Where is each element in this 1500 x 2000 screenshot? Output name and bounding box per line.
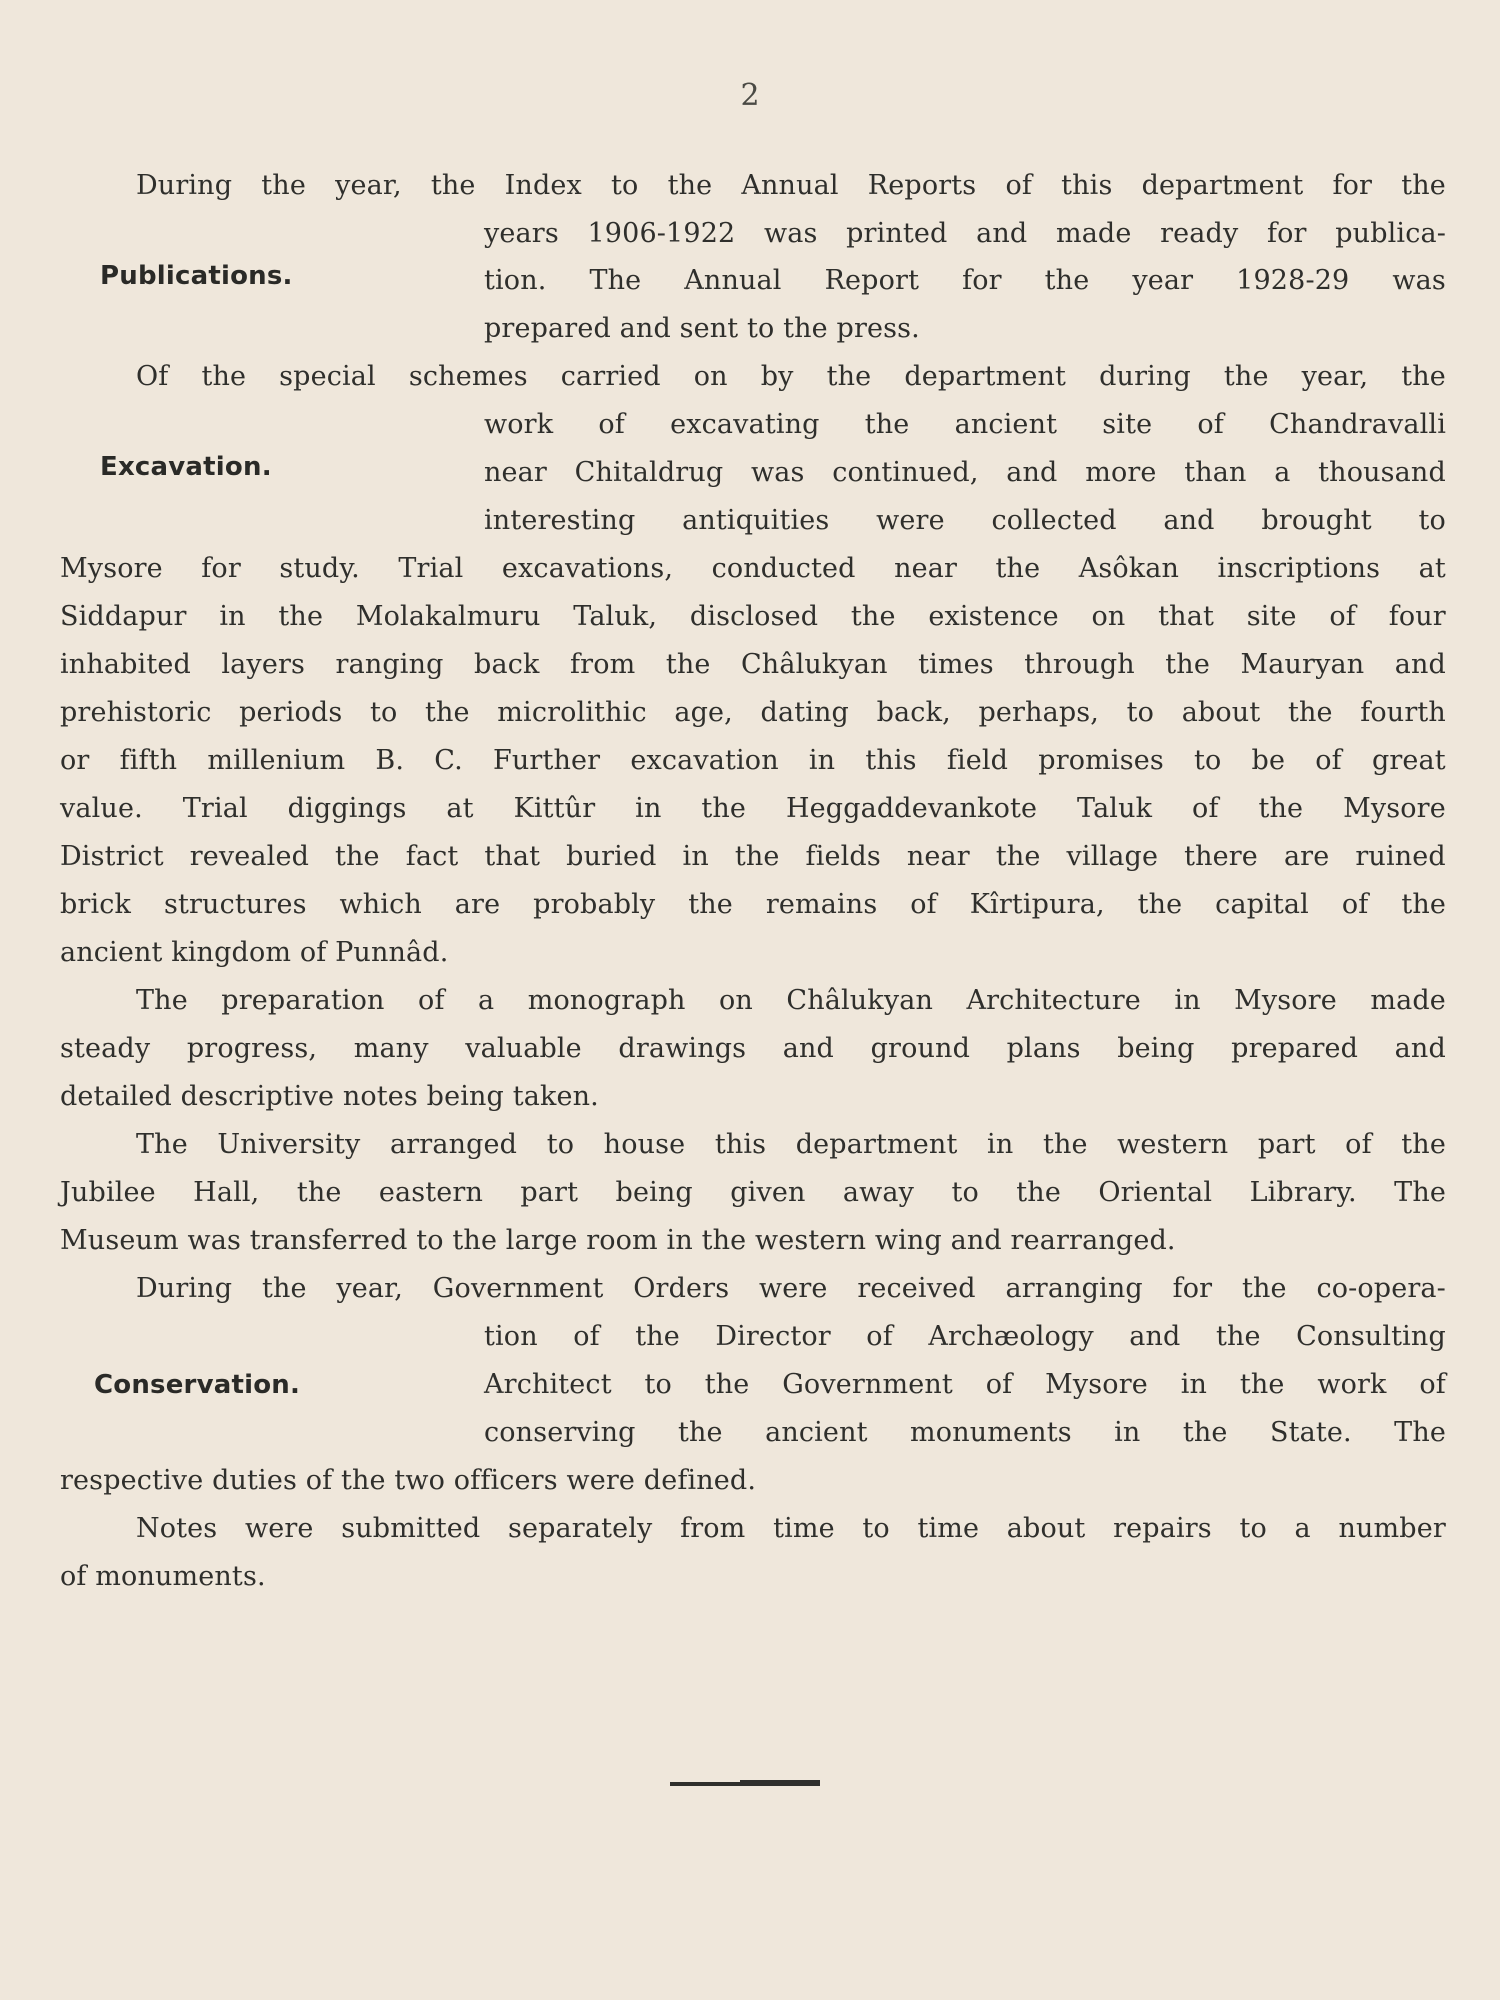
text-line: tion of the Director of Archæology and the Consulting — [484, 1321, 1446, 1352]
text-line: prehistoric periods to the microlithic age, dating back, perhaps, to about the fourth — [60, 697, 1446, 728]
text-line: During the year, Government Orders were received arranging for the co-opera- — [136, 1273, 1446, 1304]
text-line: detailed descriptive notes being taken. — [60, 1081, 599, 1112]
text-line: brick structures which are probably the remains of Kîrtipura, the capital of the — [60, 889, 1446, 920]
text-line: steady progress, many valuable drawings and ground plans being prepared and — [60, 1033, 1446, 1064]
text-line: inhabited layers ranging back from the Châlukyan times through the Mauryan and — [60, 649, 1446, 680]
text-line: conserving the ancient monuments in the State. The — [484, 1417, 1446, 1448]
text-line: Notes were submitted separately from time to time about repairs to a number — [136, 1513, 1446, 1544]
text-line: work of excavating the ancient site of Chandravalli — [484, 409, 1446, 440]
text-line: Museum was transferred to the large room in the western wing and rearranged. — [60, 1225, 1176, 1256]
text-line: tion. The Annual Report for the year 1928-29 was — [484, 265, 1446, 296]
text-line: near Chitaldrug was continued, and more than a thousand — [484, 457, 1446, 488]
text-line: District revealed the fact that buried in the fields near the village there are ruined — [60, 841, 1446, 872]
text-line: The preparation of a monograph on Châlukyan Architecture in Mysore made — [136, 985, 1446, 1016]
end-divider-rule-thick — [740, 1780, 820, 1786]
text-line: respective duties of the two officers were defined. — [60, 1465, 757, 1496]
text-line: of monuments. — [60, 1561, 266, 1592]
text-line: Of the special schemes carried on by the department during the year, the — [136, 361, 1446, 392]
text-line: During the year, the Index to the Annual Reports of this department for the — [136, 170, 1446, 201]
text-line: interesting antiquities were collected and brought to — [484, 505, 1446, 536]
text-line: or fifth millenium B. C. Further excavation in this field promises to be of great — [60, 745, 1446, 776]
text-line: The University arranged to house this department in the western part of the — [136, 1129, 1446, 1160]
text-line: value. Trial diggings at Kittûr in the Heggaddevankote Taluk of the Mysore — [60, 793, 1446, 824]
text-line: years 1906-1922 was printed and made ready for publica- — [484, 218, 1446, 249]
text-line: prepared and sent to the press. — [484, 313, 920, 344]
text-line: Architect to the Government of Mysore in the work of — [484, 1369, 1446, 1400]
margin-heading-excavation: Excavation. — [100, 452, 272, 482]
page-number: 2 — [740, 78, 760, 113]
text-line: Siddapur in the Molakalmuru Taluk, disclosed the existence on that site of four — [60, 601, 1446, 632]
margin-heading-publications: Publications. — [100, 261, 293, 291]
text-line: Mysore for study. Trial excavations, conducted near the Asôkan inscriptions at — [60, 553, 1446, 584]
margin-heading-conservation: Conservation. — [94, 1370, 301, 1400]
text-line: ancient kingdom of Punnâd. — [60, 937, 449, 968]
text-line: Jubilee Hall, the eastern part being given away to the Oriental Library. The — [60, 1177, 1446, 1208]
